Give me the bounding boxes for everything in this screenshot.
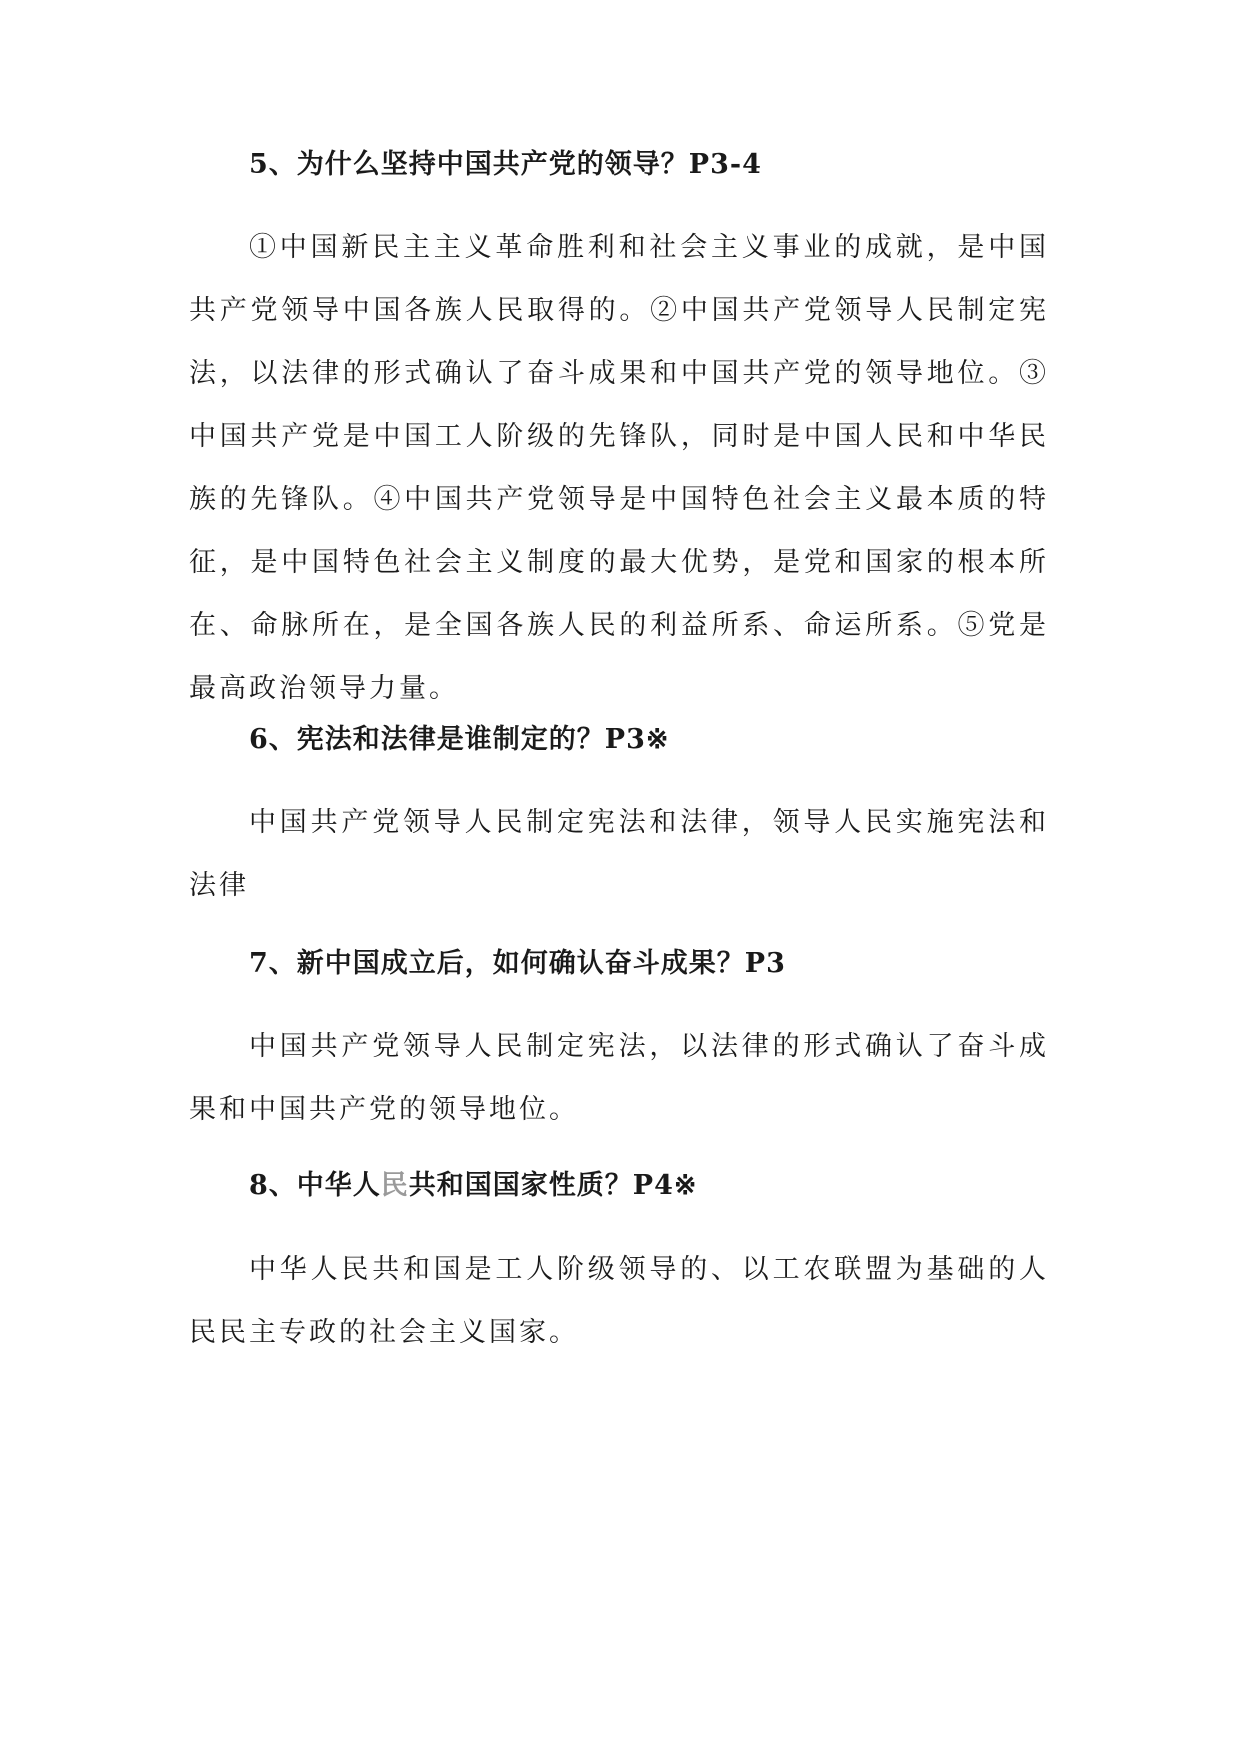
question-title: 5、为什么坚持中国共产党的领导？P3-4 [249,149,762,180]
question-title-part: 共和国国家性质？P4※ [408,1170,698,1201]
question-title [249,1166,698,1206]
question-answer: 中国共产党领导人民制定宪法，以法律的形式确认了奋斗成果和中国共产党的领导地位。 [189,1031,1049,1125]
question-answer: 中国共产党领导人民制定宪法和法律，领导人民实施宪法和法律 [189,807,1049,901]
question-title: 6、宪法和法律是谁制定的？P3※ [249,724,670,755]
question-title-faded-char: 民 [380,1170,409,1201]
question-title-part: 8、中华人 [249,1170,381,1201]
question-answer: ①中国新民主主义革命胜利和社会主义事业的成就，是中国共产党领导中国各族人民取得的。②中国共产党领导人民制定宪法，以法律的形式确认了奋斗成果和中国共产党的领导地位。③中国共产党是中国工人阶级的先锋队，同时是中国人民和中华民族的先锋队。④中国共产党领导是中国特色社会主义最本质的特征，是中国特色社会主义制度的最大优势，是党和国家的根本所在、命脉所在，是全国各族人民的利益所系、命运所系。⑤党是最高政治领导力量。 [189,232,1049,704]
question-title: 7、新中国成立后，如何确认奋斗成果？P3 [249,948,786,979]
question-answer: 中华人民共和国是工人阶级领导的、以工农联盟为基础的人民民主专政的社会主义国家。 [189,1254,1049,1348]
